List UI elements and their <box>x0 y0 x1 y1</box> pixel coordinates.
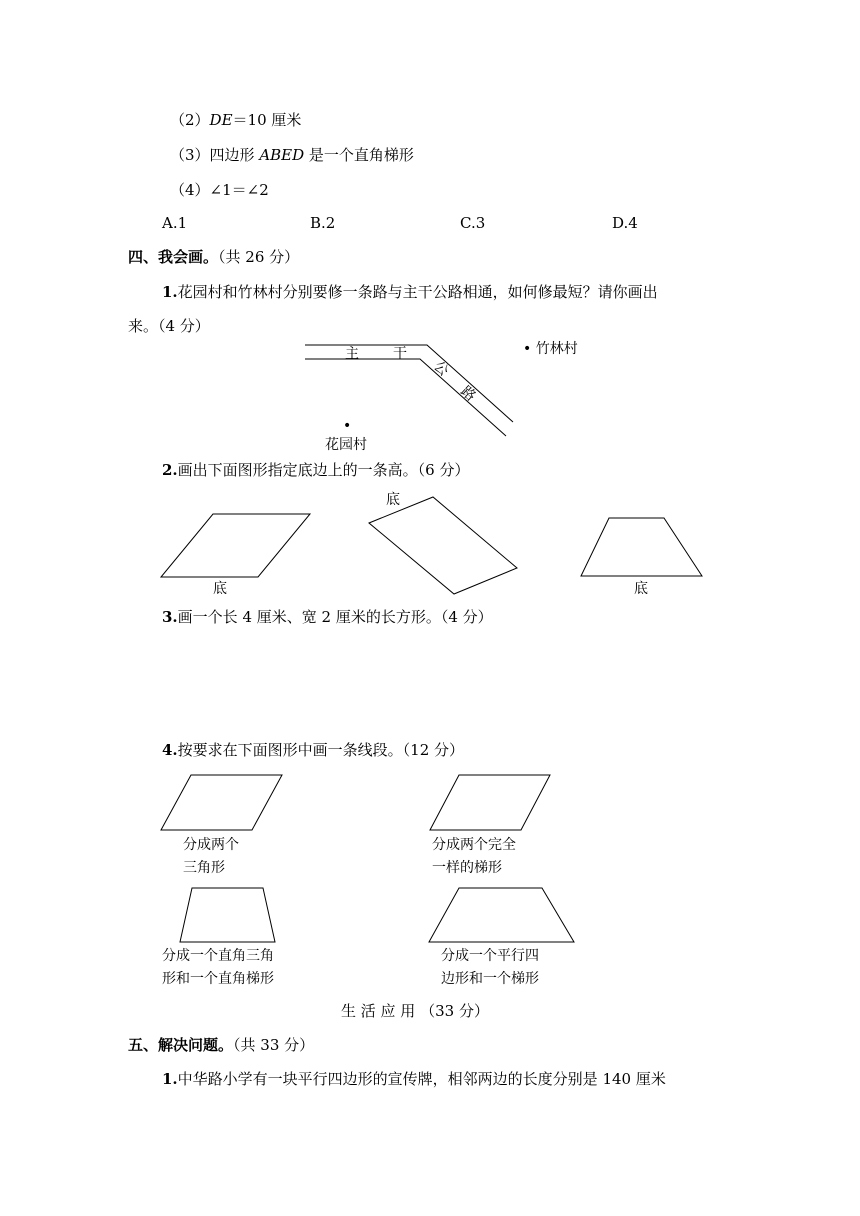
section5-heading: 五、解决问题。（共 33 分） <box>128 1036 315 1054</box>
q4-caption-2b: 一样的梯形 <box>432 860 502 876</box>
choice-d: D.4 <box>612 214 638 232</box>
road-label-3: 公 <box>430 358 452 380</box>
q4-caption-3b: 形和一个直角梯形 <box>162 971 274 987</box>
village-bamboo: • 竹林村 <box>523 341 578 357</box>
life-application-header: 生 活 应 用 （33 分） <box>341 1002 489 1020</box>
q4-caption-4a: 分成一个平行四 <box>441 948 539 964</box>
s5-q1-text: 1.中华路小学有一块平行四边形的宣传牌，相邻两边的长度分别是 140 厘米 <box>162 1070 666 1088</box>
q2-base-label-1: 底 <box>213 581 227 597</box>
road-label-4: 路 <box>457 383 479 405</box>
q4-parallelogram-1 <box>161 775 282 830</box>
item-3: （3）四边形 ABED 是一个直角梯形 <box>170 146 414 164</box>
s4-q1-text: 1.花园村和竹林村分别要修一条路与主干公路相通，如何修最短？请你画出 <box>162 283 658 301</box>
choice-c: C.3 <box>460 214 486 232</box>
s4-q1-text-line2: 来。（4 分） <box>128 317 210 335</box>
item-4: （4）∠1＝∠2 <box>170 181 269 199</box>
q4-caption-1b: 三角形 <box>183 860 225 876</box>
village-flower-dot: • <box>343 418 352 434</box>
q4-caption-2a: 分成两个完全 <box>432 837 516 853</box>
road-label-1: 主 <box>345 346 359 362</box>
choice-a: A.1 <box>162 214 188 232</box>
q4-parallelogram-2 <box>430 775 550 830</box>
s4-q4-text: 4.按要求在下面图形中画一条线段。（12 分） <box>162 741 465 759</box>
item-2: （2）DE＝10 厘米 <box>170 111 302 129</box>
choice-b: B.2 <box>310 214 336 232</box>
q4-caption-3a: 分成一个直角三角 <box>162 948 274 964</box>
q2-base-label-2: 底 <box>386 492 400 508</box>
q4-trapezoid-2 <box>429 888 574 942</box>
village-flower: 花园村 <box>325 437 367 453</box>
road-label-2: 干 <box>393 346 407 362</box>
q4-caption-4b: 边形和一个梯形 <box>441 971 539 987</box>
s4-q3-text: 3.画一个长 4 厘米、宽 2 厘米的长方形。（4 分） <box>162 608 493 626</box>
s4-q2-text: 2.画出下面图形指定底边上的一条高。（6 分） <box>162 461 470 479</box>
q4-trapezoid-1 <box>180 888 275 942</box>
q2-base-label-3: 底 <box>634 581 648 597</box>
section4-heading: 四、我会画。（共 26 分） <box>128 248 300 266</box>
q4-caption-1a: 分成两个 <box>183 837 239 853</box>
